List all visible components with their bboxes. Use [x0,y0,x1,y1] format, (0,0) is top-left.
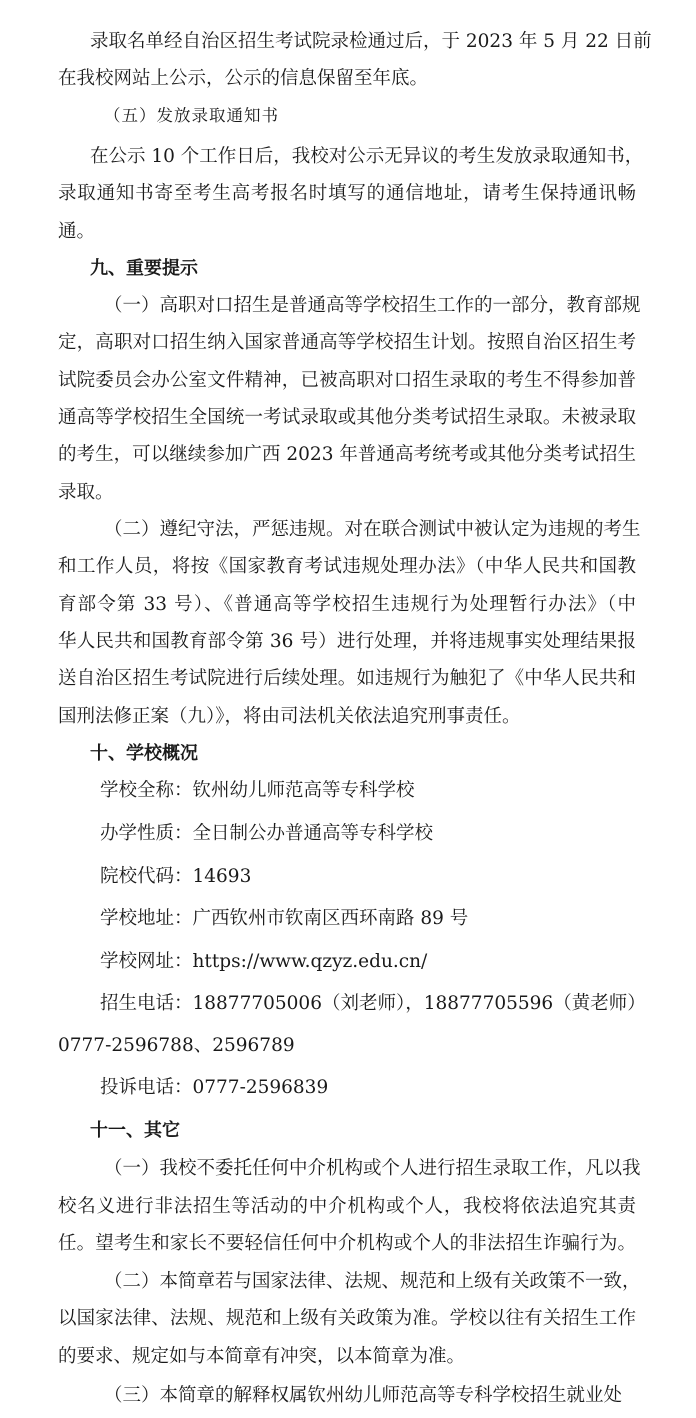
text-line: 的要求、规定如与本简章有冲突，以本简章为准。 [58,1346,466,1367]
subsection-heading: （五）发放录取通知书 [104,106,279,125]
text-line: （二）本简章若与国家法律、法规、规范和上级有关政策不一致， [104,1271,641,1292]
school-info-code: 院校代码：14693 [100,866,252,887]
text-line: 育部令第 33 号）、《普通高等学校招生违规行为处理暂行办法》（中 [58,594,636,615]
text-line: 在公示 10 个工作日后，我校对公示无异议的考生发放录取通知书， [90,146,644,167]
text-line: 试院委员会办公室文件精神，已被高职对口招生录取的考生不得参加普 [58,370,636,391]
school-info-address: 学校地址：广西钦州市钦南区西环南路 89 号 [100,908,469,929]
text-line: 通高等学校招生全国统一考试录取或其他分类考试招生录取。未被录取 [58,407,636,428]
text-line: 任。望考生和家长不要轻信任何中介机构或个人的非法招生诈骗行为。 [58,1233,636,1254]
section-heading: 十一、其它 [90,1120,180,1141]
text-line: 华人民共和国教育部令第 36 号）进行处理，并将违规事实处理结果报 [58,631,636,652]
text-line: 校名义进行非法招生等活动的中介机构或个人，我校将依法追究其责 [58,1196,636,1217]
text-line: （二）遵纪守法，严惩违规。对在联合测试中被认定为违规的考生 [104,519,641,540]
text-line: 和工作人员，将按《国家教育考试违规处理办法》（中华人民共和国教 [58,556,636,577]
text-line: （一）高职对口招生是普通高等学校招生工作的一部分，教育部规 [104,295,641,316]
school-info-type: 办学性质：全日制公办普通高等专科学校 [100,823,434,844]
text-line: （一）我校不委托任何中介机构或个人进行招生录取工作，凡以我 [104,1158,641,1179]
text-line: 录取名单经自治区招生考试院录检通过后，于 2023 年 5 月 22 日前 [90,31,652,52]
text-line: 定，高职对口招生纳入国家普通高等学校招生计划。按照自治区招生考 [58,332,636,353]
text-line: 录取通知书寄至考生高考报名时填写的通信地址，请考生保持通讯畅 [58,183,636,204]
text-line: 送自治区招生考试院进行后续处理。如违规行为触犯了《中华人民共和 [58,668,636,689]
text-line: 的考生，可以继续参加广西 2023 年普通高考统考或其他分类考试招生 [58,444,636,465]
school-info-phone-cont: 0777-2596788、2596789 [58,1035,295,1056]
text-line: 以国家法律、法规、规范和上级有关政策为准。学校以往有关招生工作 [58,1308,636,1329]
section-heading: 十、学校概况 [90,743,198,764]
school-info-complaint: 投诉电话：0777-2596839 [100,1077,329,1098]
text-line: （三）本简章的解释权属钦州幼儿师范高等专科学校招生就业处 [104,1385,623,1406]
text-line: 在我校网站上公示，公示的信息保留至年底。 [58,68,429,89]
text-line: 通。 [58,221,96,242]
section-heading: 九、重要提示 [90,258,198,279]
text-line: 国刑法修正案（九）》，将由司法机关依法追究刑事责任。 [58,706,521,727]
school-info-phone: 招生电话：18877705006（刘老师），18877705596（黄老师） [100,993,646,1014]
school-info-website: 学校网址：https://www.qzyz.edu.cn/ [100,951,428,972]
school-info-name: 学校全称：钦州幼儿师范高等专科学校 [100,780,415,801]
text-line: 录取。 [58,482,114,503]
